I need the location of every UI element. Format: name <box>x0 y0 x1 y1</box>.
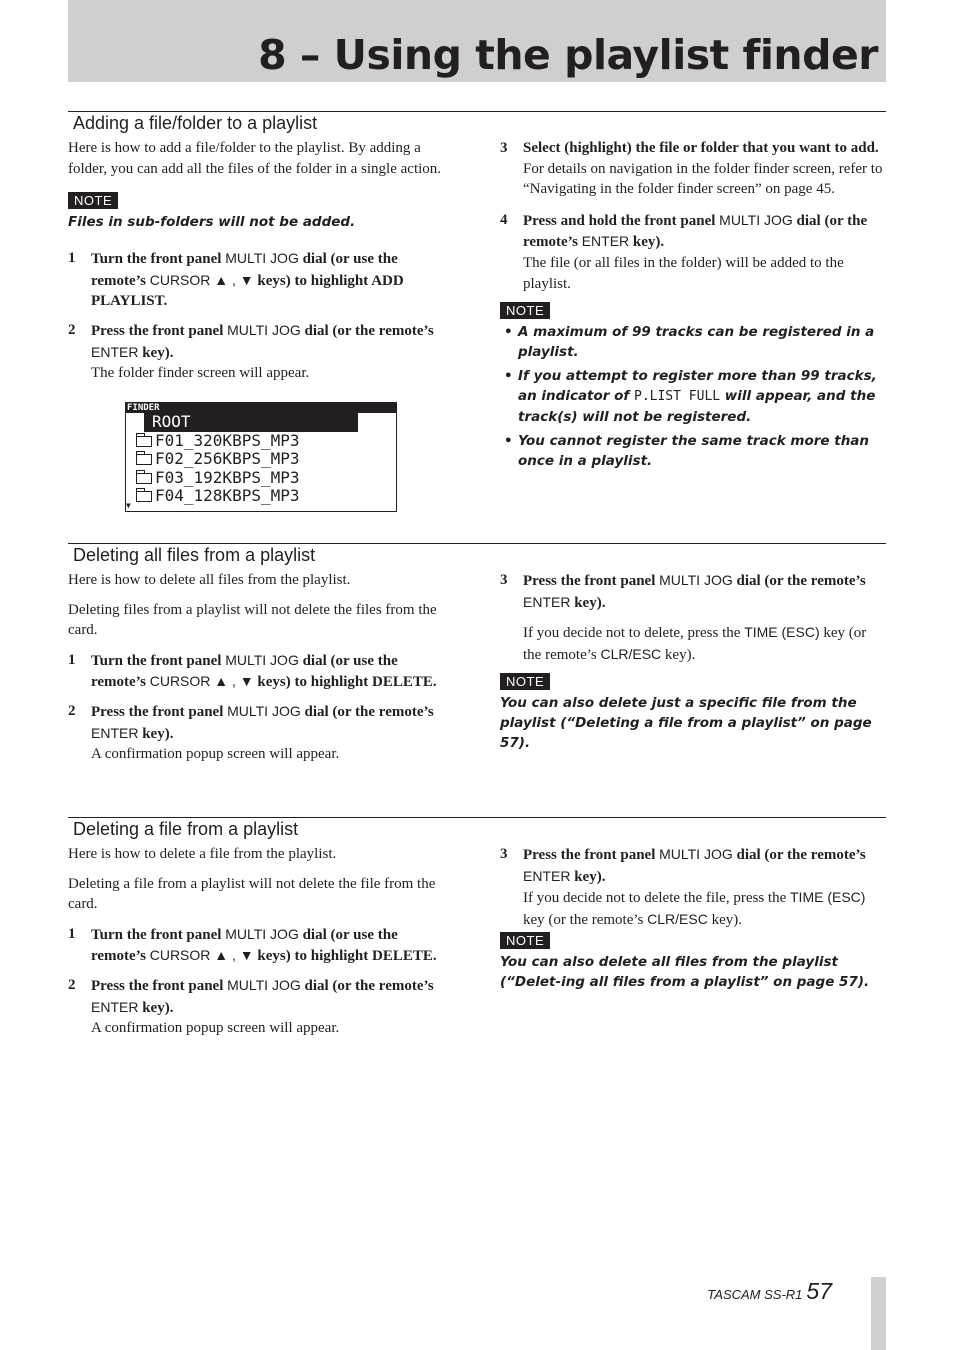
note-badge: NOTE <box>500 673 550 690</box>
note-badge: NOTE <box>500 302 550 319</box>
folder-icon <box>136 473 152 484</box>
step-number: 1 <box>68 925 76 942</box>
finder-screen-header: FINDER <box>126 403 396 413</box>
finder-row: F03_192KBPS_MP3 <box>126 469 396 488</box>
step-2 <box>68 701 454 765</box>
step-instruction: Press the front panel MULTI JOG dial (or the remote’s ENTER key). <box>91 321 434 361</box>
left-column <box>68 570 454 765</box>
step-description: If you decide not to delete, press the TIME (ESC) key (or the remote’s CLR/ESC key). <box>523 624 867 663</box>
step-number: 2 <box>68 702 76 719</box>
step-number: 4 <box>500 211 508 228</box>
finder-row: F02_256KBPS_MP3 <box>126 450 396 469</box>
step-number: 2 <box>68 976 76 993</box>
section-delete-all <box>68 543 886 804</box>
left-column <box>68 138 454 384</box>
step-2 <box>68 975 454 1039</box>
right-column <box>500 570 886 759</box>
paragraph: Deleting files from a playlist will not delete the files from the card. <box>68 601 437 639</box>
note-item: • A maximum of 99 tracks can be registered in a playlist. <box>500 322 886 362</box>
step-1 <box>68 924 454 967</box>
paragraph: Here is how to delete a file from the playlist. <box>68 846 337 862</box>
step-instruction: Select (highlight) the file or folder that you want to add. <box>523 140 879 156</box>
step-number: 1 <box>68 651 76 668</box>
note-text: You can also delete all files from the playlist (“Delet-ing all files from a playlist” on page 57). <box>500 954 870 991</box>
folder-icon <box>136 454 152 465</box>
section-delete-file <box>68 817 886 1078</box>
step-description: For details on navigation in the folder finder screen, refer to “Navigating in the folder finder screen” on page 45. <box>523 160 883 198</box>
step-number: 1 <box>68 250 76 267</box>
step-2 <box>68 320 454 384</box>
step-1 <box>68 650 454 693</box>
note-badge: NOTE <box>68 192 118 209</box>
step-number: 3 <box>500 140 508 156</box>
page-number: 57 <box>806 1278 832 1304</box>
step-number: 2 <box>68 321 76 338</box>
step-instruction: Turn the front panel MULTI JOG dial (or use the remote’s CURSOR ▲ , ▼ keys) to highlight ADD PLAYLIST. <box>91 250 404 310</box>
note-list <box>500 322 886 471</box>
finder-row: F04_128KBPS_MP3 <box>126 487 396 506</box>
chapter-header <box>68 0 886 82</box>
note-badge: NOTE <box>500 932 550 949</box>
step-description: If you decide not to delete the file, press the TIME (ESC) key (or the remote’s CLR/ESC key). <box>523 889 866 928</box>
step-instruction: Press the front panel MULTI JOG dial (or the remote’s ENTER key). <box>523 572 866 611</box>
right-column <box>500 138 886 475</box>
step-3 <box>500 570 886 665</box>
step-number: 3 <box>500 572 508 588</box>
step-instruction: Press the front panel MULTI JOG dial (or the remote’s ENTER key). <box>91 976 434 1016</box>
paragraph: Deleting a file from a playlist will not delete the file from the card. <box>68 875 436 913</box>
section-title: Adding a file/folder to a playlist <box>73 113 318 133</box>
step-instruction: Turn the front panel MULTI JOG dial (or use the remote’s CURSOR ▲ , ▼ keys) to highlight DELETE. <box>91 925 437 965</box>
step-description: The file (or all files in the folder) will be added to the playlist. <box>523 254 844 292</box>
step-description: A confirmation popup screen will appear. <box>91 746 340 763</box>
left-column <box>68 844 454 1039</box>
step-description: A confirmation popup screen will appear. <box>91 1020 340 1037</box>
section-adding <box>68 111 886 532</box>
step-number: 3 <box>500 846 508 862</box>
step-instruction: Press and hold the front panel MULTI JOG dial (or the remote’s ENTER key). <box>523 211 868 251</box>
chapter-title: 8 – Using the playlist finder <box>258 31 878 79</box>
paragraph: Here is how to delete all files from the playlist. <box>68 572 351 588</box>
scroll-down-icon: ▼ <box>126 501 131 510</box>
section-title: Deleting all files from a playlist <box>73 545 316 565</box>
note-text: Files in sub-folders will not be added. <box>68 214 356 231</box>
step-1 <box>68 248 454 312</box>
step-instruction: Turn the front panel MULTI JOG dial (or use the remote’s CURSOR ▲ , ▼ keys) to highlight DELETE. <box>91 651 437 691</box>
finder-row: F01_320KBPS_MP3 <box>126 432 396 451</box>
step-description: The folder finder screen will appear. <box>91 365 310 382</box>
step-4 <box>500 210 886 294</box>
step-instruction: Press the front panel MULTI JOG dial (or the remote’s ENTER key). <box>91 702 434 742</box>
folder-icon <box>136 436 152 447</box>
note-item: • You cannot register the same track more than once in a playlist. <box>500 431 886 471</box>
folder-icon <box>136 491 152 502</box>
note-text: You can also delete just a specific file from the playlist (“Deleting a file from a playlist” on page 57). <box>500 695 872 752</box>
step-3 <box>500 138 886 200</box>
step-instruction: Press the front panel MULTI JOG dial (or the remote’s ENTER key). <box>523 846 866 885</box>
page-edge-tab <box>871 1277 886 1350</box>
section-title: Deleting a file from a playlist <box>73 819 299 839</box>
step-3 <box>500 844 886 930</box>
footer-brand: TASCAM SS-R1 <box>707 1287 803 1302</box>
intro-paragraph: Here is how to add a file/folder to the playlist. By adding a folder, you can add all the files of the folder in a single action. <box>68 140 442 177</box>
finder-screen <box>125 402 397 512</box>
right-column <box>500 844 886 998</box>
note-item: • If you attempt to register more than 99 tracks, an indicator of P.LIST FULL will appear, and the track(s) will not be registered. <box>500 366 886 427</box>
finder-row-selected: ROOT <box>126 413 396 432</box>
page-footer <box>707 1278 832 1305</box>
